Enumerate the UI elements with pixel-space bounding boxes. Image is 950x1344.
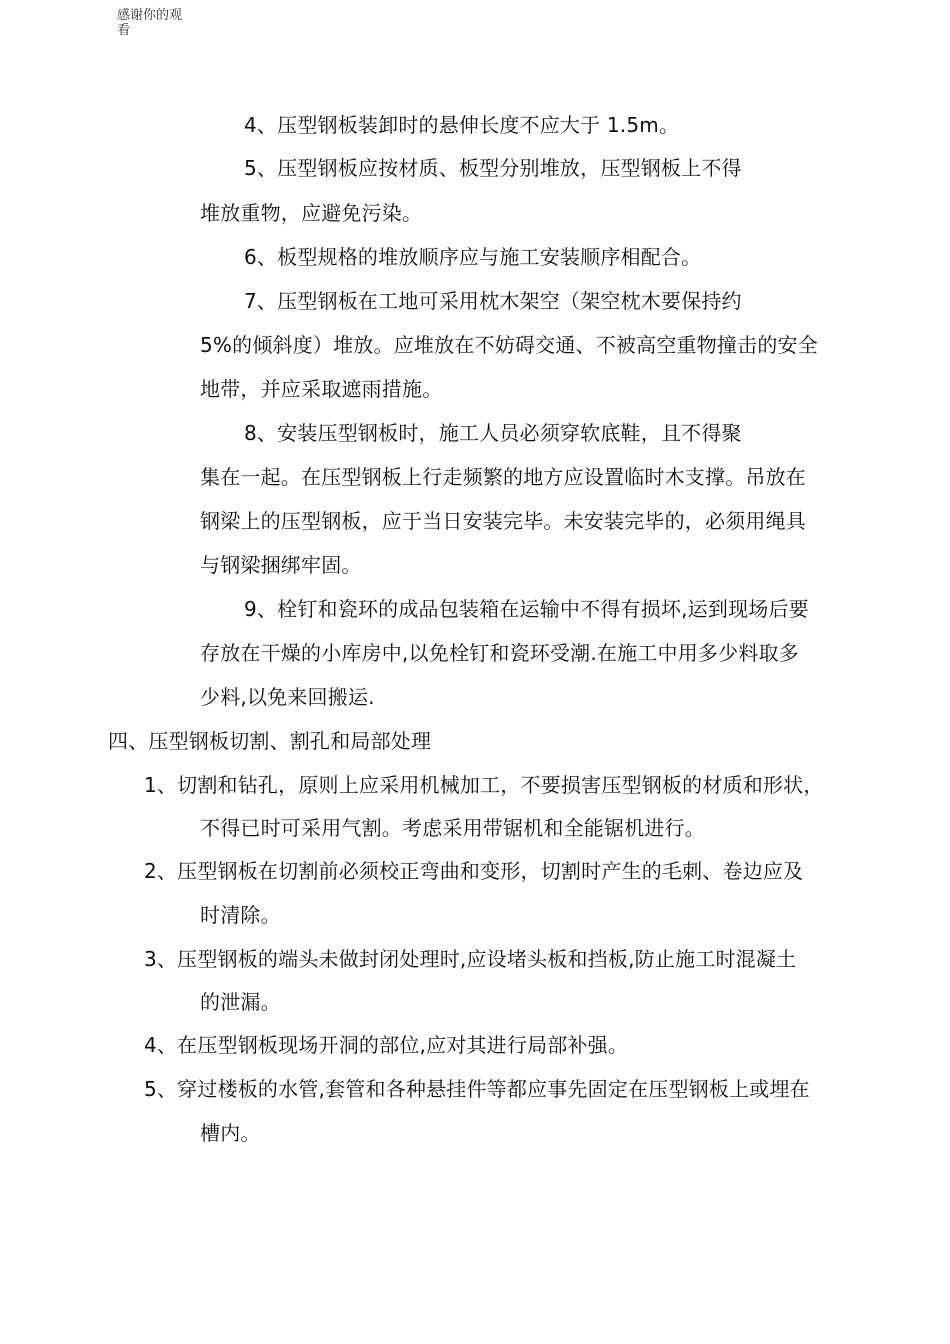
text-line: 少料,以免来回搬运.	[200, 685, 375, 709]
text-line: 4、在压型钢板现场开洞的部位,应对其进行局部补强。	[144, 1033, 629, 1057]
watermark-line: 感谢你的观	[117, 8, 183, 23]
text-line: 7、压型钢板在工地可采用枕木架空（架空枕木要保持约	[244, 289, 742, 313]
text-line: 5、压型钢板应按材质、板型分别堆放，压型钢板上不得	[244, 156, 742, 180]
text-line: 9、栓钉和瓷环的成品包装箱在运输中不得有损坏,运到现场后要	[244, 597, 809, 621]
text-line: 5%的倾斜度）堆放。应堆放在不妨碍交通、不被高空重物撞击的安全	[200, 333, 818, 357]
text-line: 2、压型钢板在切割前必须校正弯曲和变形，切割时产生的毛刺、卷边应及	[144, 859, 804, 883]
text-line: 6、板型规格的堆放顺序应与施工安装顺序相配合。	[244, 245, 702, 269]
text-line: 的泄漏。	[200, 990, 281, 1014]
text-line: 钢梁上的压型钢板，应于当日安装完毕。未安装完毕的，必须用绳具	[200, 509, 806, 533]
text-line: 时清除。	[200, 903, 281, 927]
text-line: 3、压型钢板的端头未做封闭处理时,应设堵头板和挡板,防止施工时混凝土	[144, 947, 797, 971]
text-line: 8、安装压型钢板时，施工人员必须穿软底鞋，且不得聚	[244, 421, 742, 445]
text-line: 集在一起。在压型钢板上行走频繁的地方应设置临时木支撑。吊放在	[200, 465, 806, 489]
text-line: 地带，并应采取遮雨措施。	[200, 377, 443, 401]
text-line: 与钢梁捆绑牢固。	[200, 553, 362, 577]
watermark	[117, 8, 207, 38]
watermark-line: 看	[117, 23, 131, 38]
text-line: 1、切割和钻孔，原则上应采用机械加工，不要损害压型钢板的材质和形状，	[144, 773, 824, 797]
text-line: 不得已时可采用气割。考虑采用带锯机和全能锯机进行。	[200, 816, 705, 840]
text-line: 堆放重物，应避免污染。	[200, 201, 423, 225]
text-line: 槽内。	[200, 1121, 261, 1145]
text-line: 5、穿过楼板的水管,套管和各种悬挂件等都应事先固定在压型钢板上或埋在	[144, 1077, 810, 1101]
section-heading: 四、压型钢板切割、割孔和局部处理	[108, 729, 432, 753]
text-line: 4、压型钢板装卸时的悬伸长度不应大于 1.5m。	[244, 113, 680, 137]
text-line: 存放在干燥的小库房中,以免栓钉和瓷环受潮.在施工中用多少料取多	[200, 641, 799, 665]
